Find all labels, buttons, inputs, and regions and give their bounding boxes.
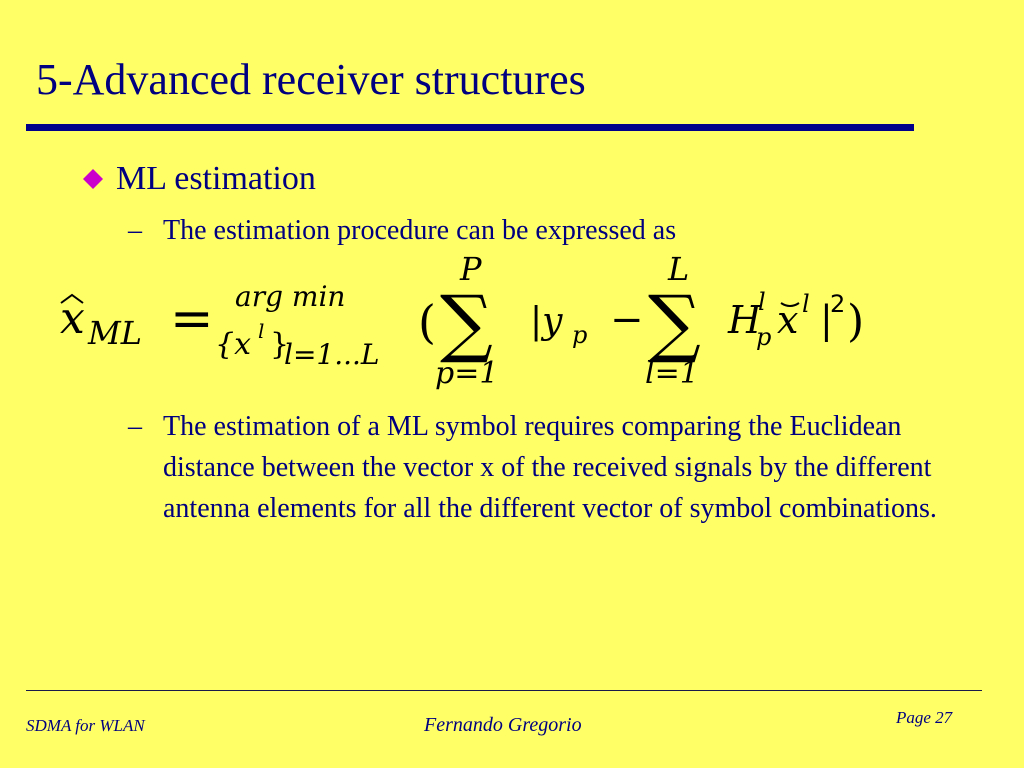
bullet-text: ML estimation [116,160,316,197]
formula-open-paren: ( [418,295,436,349]
footer-page-number: Page 27 [896,708,953,727]
formula-sum1-bottom: p=1 [435,356,499,391]
ml-estimation-formula [50,248,910,398]
formula-abs-open: |y [530,301,563,342]
sub-item-dash: – [128,411,142,442]
formula-sum2-top: L [668,250,690,288]
formula-arg-range: l=1...L [284,338,380,371]
slide-title: 5-Advanced receiver structures [36,55,586,104]
formula-arg-set-close: } [270,327,290,362]
formula-lhs-sub: ML [88,314,143,352]
formula-sum1-top: P [460,250,482,288]
formula-close-paren: ) [847,296,865,347]
footer-divider [26,690,982,691]
formula-lhs: x [60,293,85,344]
formula-h: H [728,298,762,342]
footer-course-name: SDMA for WLAN [26,716,145,735]
sub-item-text: The estimation of a ML symbol requires comparing the Euclidean distance between the vector x of the received signals by the different antenna elements for all the different vector of symbol combinations. [163,411,937,524]
formula-equals: = [170,289,214,349]
sub-item-dash: – [128,215,142,246]
title-underline [26,124,914,131]
formula-graphic [50,248,910,398]
sum2-icon: ∑ [648,280,701,366]
formula-square: 2 [830,290,846,318]
formula-x2: x [777,298,799,342]
formula-abs-close: | [820,298,833,342]
formula-arg-set: {x [215,327,252,362]
formula-h-sub: p [756,323,772,351]
formula-x2-sup: l [802,290,810,318]
formula-arg-set-sup: l [258,319,265,343]
sum1-icon: ∑ [440,280,493,366]
footer-author: Fernando Gregorio [424,714,582,736]
formula-minus: − [610,297,644,343]
formula-y-sub: p [572,321,588,349]
sub-item-description [128,406,948,586]
sub-item-text: The estimation procedure can be expressed as [163,215,677,246]
formula-h-sup: l [758,288,766,316]
formula-sum2-bottom: l=1 [645,356,699,391]
diamond-bullet-icon [82,164,104,194]
formula-argmin: arg min [235,280,346,313]
bullet-ml-estimation [82,160,316,198]
